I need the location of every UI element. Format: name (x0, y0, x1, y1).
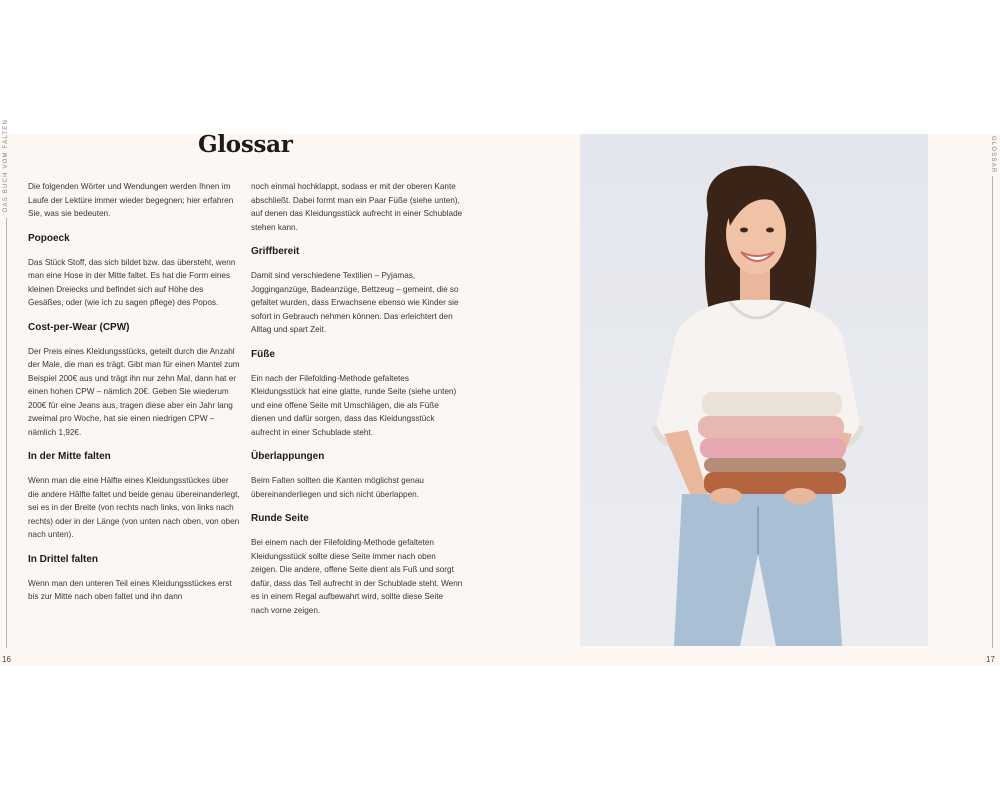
definition-ueberlappungen: Beim Falten sollten die Kanten möglichst genau übereinanderliegen und sich nicht überlappen. (251, 476, 424, 499)
running-title-left: DAS BUCH VOM FALTEN (3, 118, 9, 212)
term-griffbereit: Griffbereit (251, 246, 300, 257)
glossary-intro: Die folgenden Wörter und Wendungen werden Ihnen im Laufe der Lektüre immer wieder begegnen; hier erfahren Sie, was sie bedeuten. (28, 182, 234, 218)
author-photo (580, 134, 928, 646)
term-in-drittel-falten: In Drittel falten (28, 553, 99, 565)
definition-in-drittel-falten-continued: noch einmal hochklappt, sodass er mit der oberen Kante abschließt. Dabei formt man ein Paar Füße (siehe unten), auf denen das Kleidungsstück aufrecht in einer Schublade stehen kann. (251, 182, 463, 232)
vertical-rule-left (6, 218, 7, 648)
vertical-rule-right (992, 176, 993, 648)
text-column-1 (28, 180, 240, 615)
definition-cost-per-wear: Der Preis eines Kleidungsstücks, geteilt durch die Anzahl der Male, die man es trägt. Gibt man für einen Mantel zum Beispiel 200€ aus und trägt ihn nur zehn Mal, dann hat er einen hohen CPW – nämlich 20€. Geben Sie wiederum 200€ für eine Jeans aus, tragen diese aber ein Jahr lang zweimal pro Woche, hat sie einen niedrigen CPW – nämlich 1,92€. (28, 346, 240, 437)
definition-in-drittel-falten: Wenn man den unteren Teil eines Kleidungsstückes erst bis zur Mitte nach oben faltet und ihn dann (28, 578, 232, 601)
text-column-2 (251, 180, 463, 628)
definition-griffbereit: Damit sind verschiedene Textilien – Pyjamas, Jogginganzüge, Badeanzüge, Bettzeug – gemeint, die so gefaltet wurden, dass Erwachsene ebenso wie Kinder sie sofort in Gebrauch nehmen können. Das erleichtert den Alltag und spart Zeit. (251, 271, 459, 334)
term-runde-seite: Runde Seite (251, 513, 309, 524)
term-popoeck: Popoeck (28, 232, 70, 244)
definition-popoeck: Das Stück Stoff, das sich bildet bzw. das übersteht, wenn man eine Hose in der Mitte faltet. Es hat die Form eines kleinen Dreiecks und befindet sich auf Höhe des Gesäßes, oder (wie ich zu sagen pflege) des Popos. (28, 257, 236, 307)
definition-runde-seite: Bei einem nach der Filefolding-Methode gefalteten Kleidungsstück sollte diese Seite immer nach oben zeigen. Die andere, offene Seite dient als Fuß und sorgt dafür, dass das Teil aufrecht in der Schublade steht. Wenn es in einem Regal aufbewahrt wird, sollte diese Seite nach vorne zeigen. (251, 538, 463, 615)
section-label-right: GLOSSAR (990, 136, 996, 174)
term-in-der-mitte-falten: In der Mitte falten (28, 451, 111, 462)
definition-in-der-mitte-falten: Wenn man die eine Hälfte eines Kleidungsstückes über die andere Hälfte faltet und beide genau übereinanderlegt, sei es in der Breite (von rechts nach links, von links nach rechts) oder in der Länge (von unten nach oben, von oben nach unten). (28, 476, 240, 539)
woman-holding-folded-sweaters-illustration (580, 134, 928, 646)
term-fuesse: Füße (251, 348, 275, 360)
page-number-right: 17 (986, 655, 995, 664)
page-number-left: 16 (2, 655, 11, 664)
page-title: Glossar (198, 131, 293, 158)
term-ueberlappungen: Überlappungen (251, 451, 325, 462)
term-cost-per-wear: Cost-per-Wear (CPW) (28, 321, 130, 333)
definition-fuesse: Ein nach der Filefolding-Methode gefaltetes Kleidungsstück hat eine glatte, runde Seite (siehe unten) und eine offene Seite mit Umschlägen, die als Füße dienen und dafür sorgen, dass das Kleidungsstück aufrecht in einer Schublade steht. (251, 373, 457, 437)
